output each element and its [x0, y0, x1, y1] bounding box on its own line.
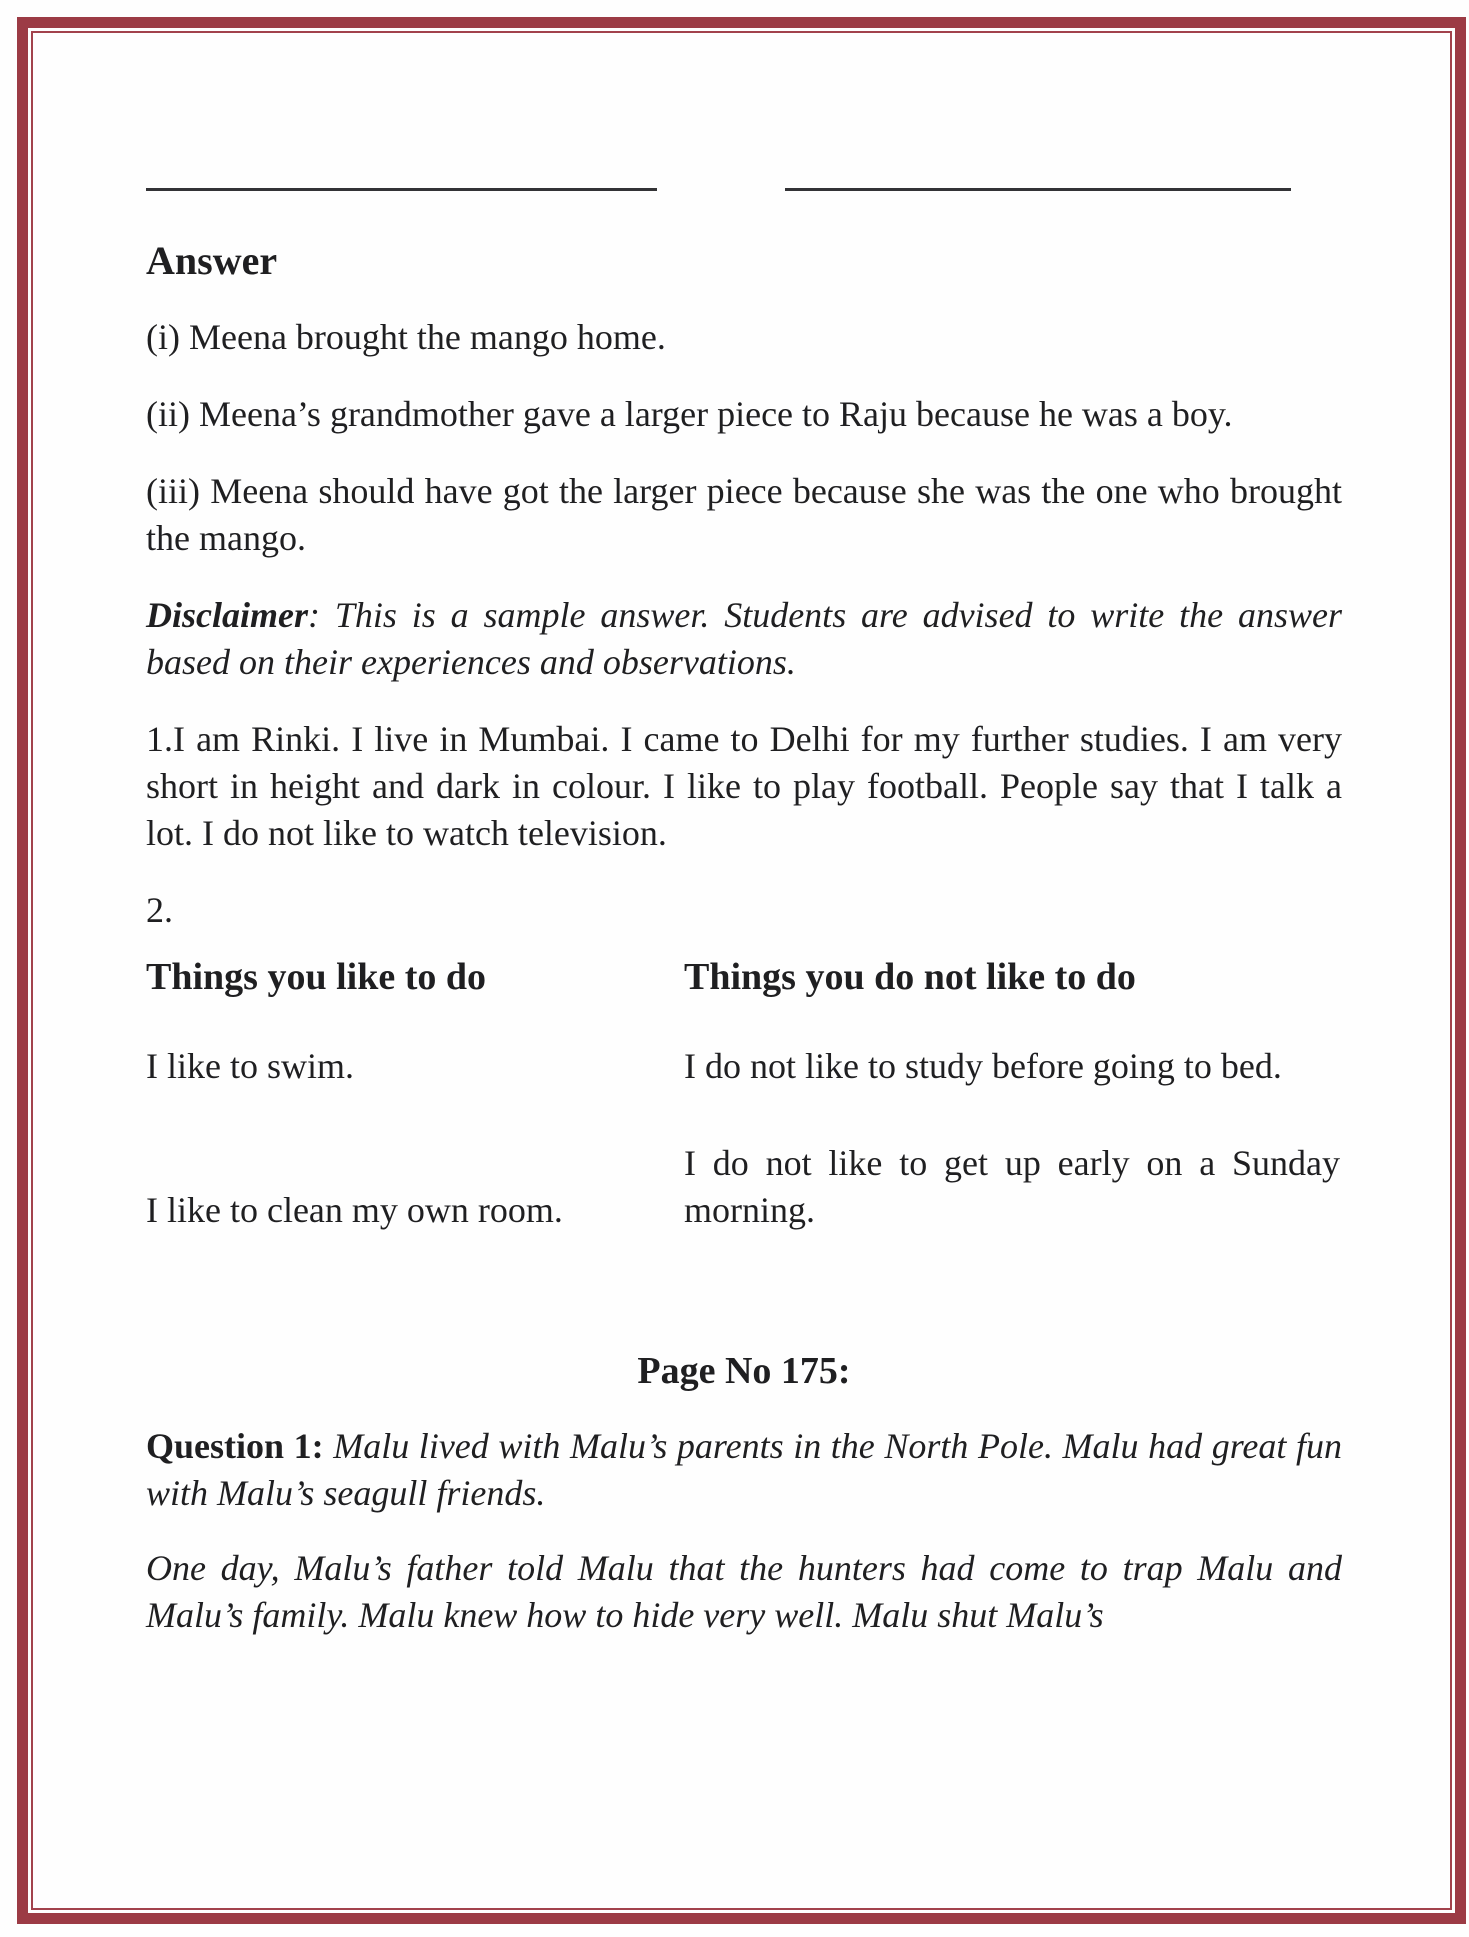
horizontal-rule-right: [785, 188, 1291, 191]
dislikes-column-header: Things you do not like to do: [684, 956, 1136, 998]
disclaimer-text: : This is a sample answer. Students are advised to write the answer based on their experiences and observations.: [146, 595, 1342, 682]
like-cell-1: I like to swim.: [146, 1046, 354, 1086]
page-content: [146, 0, 1342, 1639]
top-horizontal-rules: [146, 188, 1342, 192]
page-number-heading: Page No 175:: [637, 1350, 851, 1392]
likes-column-header: Things you like to do: [146, 956, 486, 998]
numbered-paragraph-1: 1.I am Rinki. I live in Mumbai. I came to Delhi for my further studies. I am very short in height and dark in colour. I like to play football. People say that I talk a lot. I do not like to watch television.: [146, 719, 1342, 853]
dislike-cell-2: I do not like to get up early on a Sunday morning.: [684, 1143, 1340, 1230]
answer-item-ii: (ii) Meena’s grandmother gave a larger piece to Raju because he was a boy.: [146, 394, 1233, 434]
horizontal-rule-left: [146, 188, 657, 191]
question1-text: Malu lived with Malu’s parents in the North Pole. Malu had great fun with Malu’s seagull friends.: [146, 1426, 1343, 1513]
table-header-row: [146, 954, 1342, 1001]
answer-item-iii: (iii) Meena should have got the larger piece because she was the one who brought the mango.: [146, 471, 1342, 558]
table-row: [146, 1001, 1342, 1090]
question1-paragraph: [146, 1423, 1342, 1517]
answer-item-i: (i) Meena brought the mango home.: [146, 317, 666, 357]
likes-dislikes-table: [146, 954, 1342, 1234]
like-cell-2: I like to clean my own room.: [146, 1190, 563, 1230]
table-row: [146, 1090, 1342, 1234]
disclaimer-label: Disclaimer: [146, 595, 308, 635]
dislike-cell-1: I do not like to study before going to bed.: [684, 1046, 1282, 1086]
answer-heading: Answer: [146, 238, 278, 283]
question1-label: Question 1:: [146, 1426, 324, 1466]
disclaimer-paragraph: [146, 592, 1342, 686]
numbered-paragraph-2: 2.: [146, 890, 173, 930]
question1-paragraph-2: One day, Malu’s father told Malu that the hunters had come to trap Malu and Malu’s family. Malu knew how to hide very well. Malu shut Malu’s: [146, 1548, 1342, 1635]
